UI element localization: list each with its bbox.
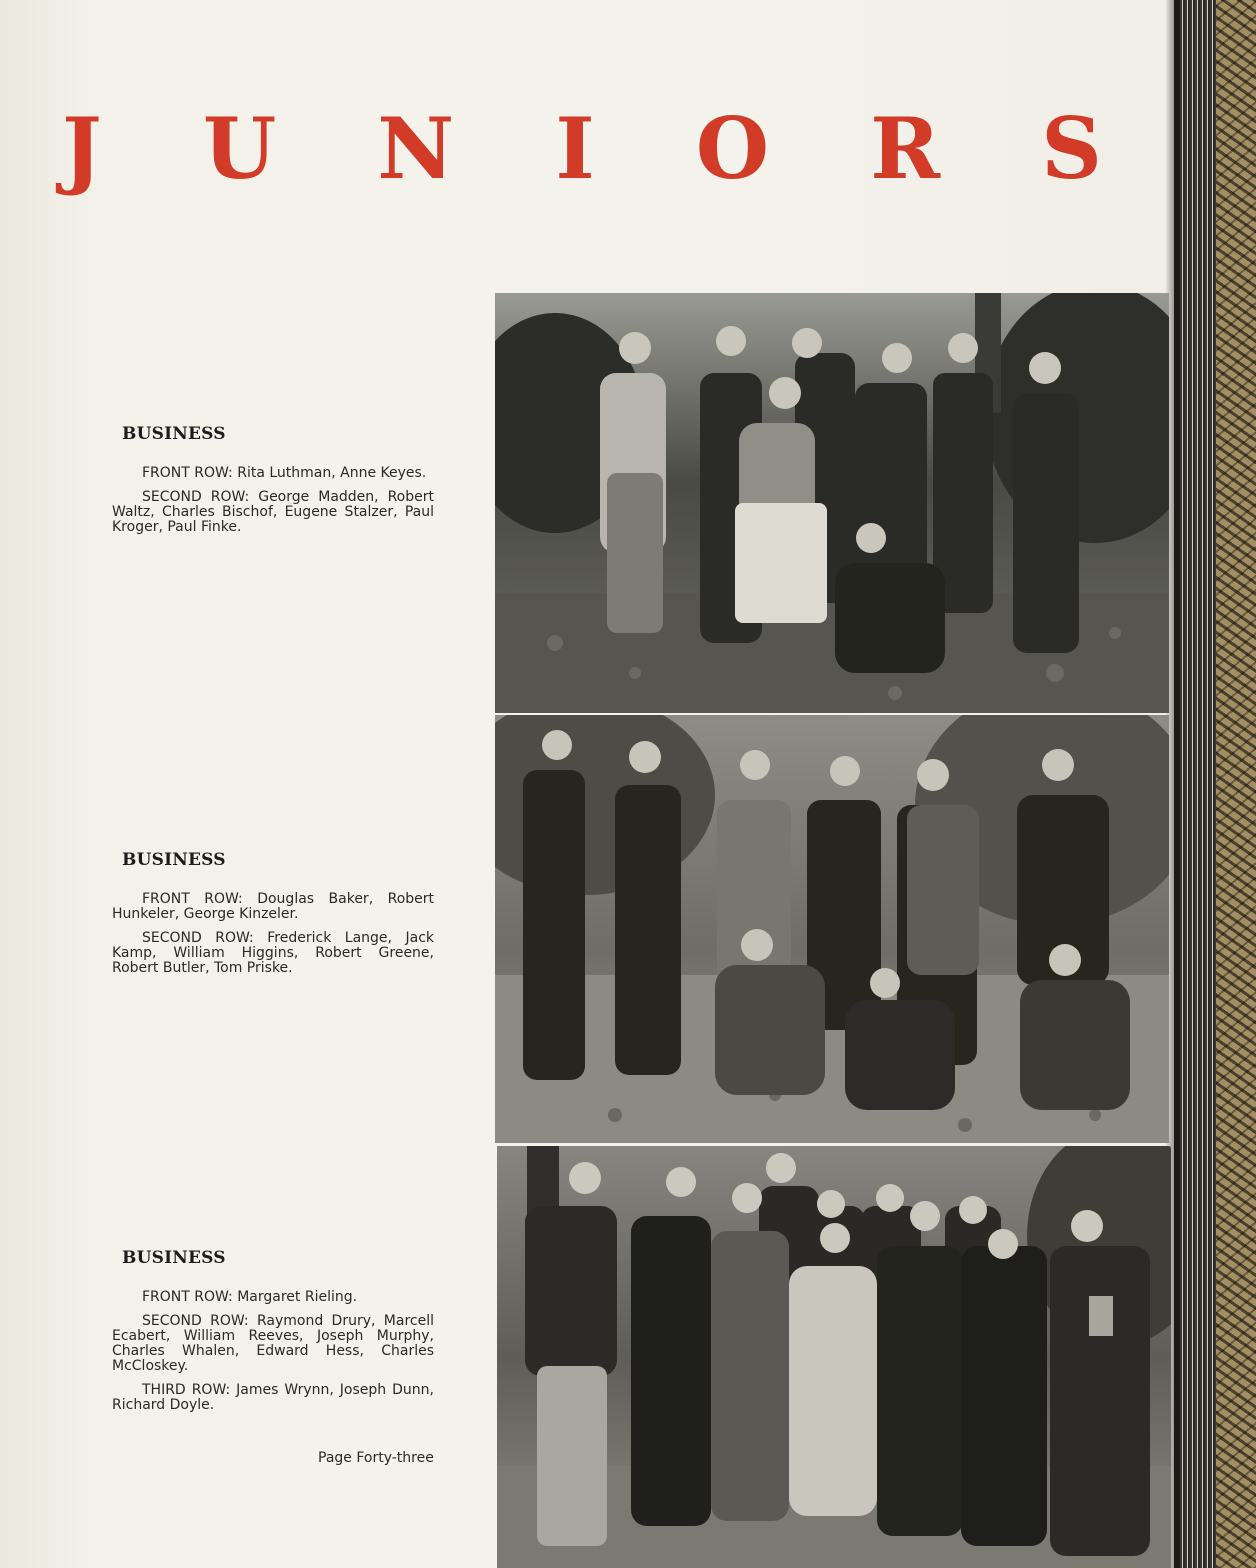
group-photo-1 bbox=[495, 293, 1169, 713]
group-caption-2 bbox=[112, 850, 434, 985]
cover-texture bbox=[1216, 0, 1256, 1568]
title-letter: I bbox=[555, 99, 595, 198]
row-listing: FRONT ROW: Margaret Rieling. bbox=[142, 1289, 358, 1305]
page-stack-edges bbox=[1180, 0, 1216, 1568]
section-title bbox=[62, 99, 1102, 198]
row-listing: SECOND ROW: Frederick Lange, Jack Kamp, William Higgins, Robert Greene, Robert Butler, Tom Priske. bbox=[112, 930, 434, 976]
group-heading: BUSINESS bbox=[122, 850, 226, 870]
title-letter: J bbox=[62, 99, 102, 198]
page-number: Page Forty-three bbox=[318, 1450, 434, 1466]
title-letter: U bbox=[202, 99, 277, 198]
row-listing: SECOND ROW: Raymond Drury, Marcell Ecabert, William Reeves, Joseph Murphy, Charles Whalen, Edward Hess, Charles McCloskey. bbox=[112, 1313, 434, 1374]
row-listing: FRONT ROW: Douglas Baker, Robert Hunkeler, George Kinzeler. bbox=[112, 891, 434, 922]
group-caption-3 bbox=[112, 1248, 434, 1422]
row-listing: SECOND ROW: George Madden, Robert Waltz, Charles Bischof, Eugene Stalzer, Paul Kroger, Paul Finke. bbox=[112, 489, 434, 535]
row-listing: THIRD ROW: James Wrynn, Joseph Dunn, Richard Doyle. bbox=[112, 1382, 434, 1413]
title-letter: N bbox=[377, 99, 455, 198]
row-listing: FRONT ROW: Rita Luthman, Anne Keyes. bbox=[142, 465, 427, 481]
group-photo-3 bbox=[497, 1146, 1171, 1568]
group-photo-2 bbox=[495, 715, 1169, 1143]
group-heading: BUSINESS bbox=[122, 1248, 226, 1268]
group-caption-1 bbox=[112, 424, 434, 544]
title-letter: O bbox=[695, 99, 770, 198]
group-heading: BUSINESS bbox=[122, 424, 226, 444]
title-letter: S bbox=[1041, 99, 1102, 198]
title-letter: R bbox=[870, 99, 941, 198]
